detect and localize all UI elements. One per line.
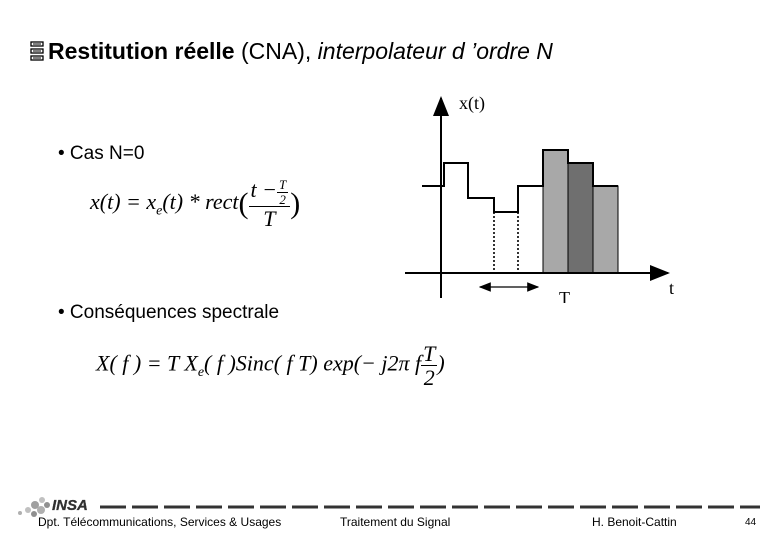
- formula2-num: T: [423, 341, 436, 366]
- bullet-case-n0: • Cas N=0: [58, 143, 145, 164]
- formula1-mid: (t) * rect: [162, 189, 239, 215]
- graph-bar-2: [568, 163, 593, 273]
- title-bold: Restitution réelle: [48, 38, 235, 64]
- title-italic: interpolateur d ’ordre N: [317, 38, 553, 64]
- formula2-sub: e: [197, 365, 205, 381]
- formula1-den: T: [263, 206, 276, 232]
- formula1-close-paren: ): [290, 187, 301, 221]
- formula1-num-t: t −: [250, 177, 277, 203]
- formula-interpolation: [90, 178, 300, 230]
- footer-department: Dpt. Télécommunications, Services & Usages: [38, 515, 282, 529]
- page-number: 44: [745, 517, 757, 528]
- formula-spectrum: [96, 342, 445, 389]
- formula1-half-num: T: [278, 177, 287, 192]
- formula1-sub: e: [156, 203, 163, 219]
- formula1-lhs: x(t) = x: [90, 189, 157, 215]
- graph-bar-1: [543, 150, 568, 273]
- formula1-open-paren: (: [238, 187, 249, 221]
- footer-course: Traitement du Signal: [340, 515, 451, 529]
- formula2-lhs: X( f ) = T X: [96, 350, 198, 376]
- formula2-close: ): [437, 350, 445, 376]
- formula1-half-den: 2: [279, 191, 286, 207]
- footer-author: H. Benoit-Cattin: [592, 515, 677, 529]
- graph-bar-3: [593, 186, 618, 273]
- formula1-half-t: [277, 178, 288, 206]
- slide-title: [30, 38, 553, 65]
- graph-y-label: x(t): [459, 93, 485, 113]
- formula2-den: 2: [423, 365, 435, 391]
- staircase-graph: [400, 88, 700, 303]
- formula2-fraction: [421, 342, 437, 389]
- title-normal: (CNA),: [234, 38, 318, 64]
- formula1-fraction: [249, 178, 291, 230]
- footer-dash-line: [100, 503, 760, 511]
- graph-period-label: T: [559, 288, 570, 303]
- bullet-spectral: • Conséquences spectrale: [58, 302, 280, 323]
- insa-logo-text: INSA: [52, 497, 88, 514]
- graph-x-label: t: [669, 278, 675, 298]
- stacked-bars-icon: [30, 41, 46, 61]
- formula2-mid: ( f )Sinc( f T) exp(− j2π f: [204, 350, 422, 376]
